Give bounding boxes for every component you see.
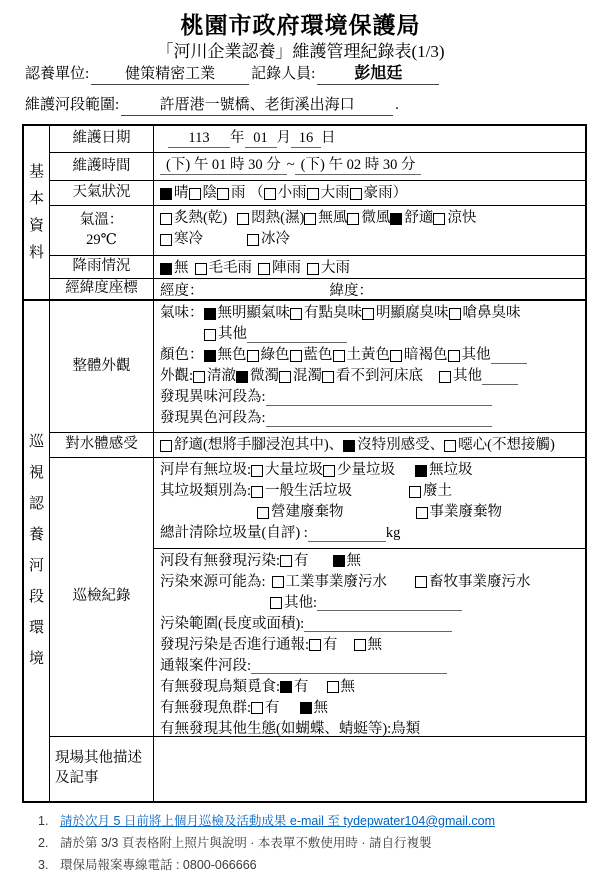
section-label-char: 境 [28, 651, 44, 667]
row-label-text: 維護時間 [72, 157, 131, 174]
content-line [160, 593, 583, 614]
form-text: 記錄人員: [251, 66, 316, 82]
form-text: 日 [321, 130, 336, 146]
content-line [160, 229, 583, 250]
row-label [50, 126, 154, 152]
form-text: 冰冷 [261, 231, 290, 247]
section-label-char: 資 [28, 217, 44, 234]
section-label-char: 養 [28, 527, 44, 543]
checkbox-unchecked-icon[interactable] [270, 597, 282, 609]
checkbox-unchecked-icon[interactable] [327, 681, 339, 693]
section-label-char: 料 [28, 244, 44, 261]
spacer [352, 491, 409, 492]
checkbox-unchecked-icon[interactable] [247, 234, 259, 246]
form-text: 河段有無發現污染: [160, 552, 281, 569]
form-text: 認養單位: [25, 66, 90, 82]
fill-in-field[interactable] [373, 284, 485, 300]
content-line [160, 502, 583, 523]
form-text: 有無發現其他生態(如蝴蝶、蜻蜓等):鳥類 [160, 720, 421, 736]
spacer [423, 376, 439, 377]
form-text: 營建廢棄物 [271, 504, 344, 520]
fill-in-field[interactable] [317, 595, 462, 611]
checkbox-unchecked-icon[interactable] [247, 350, 259, 362]
section-label-char: 認 [28, 496, 44, 512]
spacer [338, 645, 354, 646]
spacer [160, 334, 204, 335]
row-content [154, 153, 585, 180]
row-label [50, 206, 154, 255]
row-label-text: 天氣狀況 [72, 184, 131, 201]
row-content [154, 458, 585, 736]
content-block [154, 153, 585, 180]
content-block [154, 181, 585, 205]
spacer [395, 470, 415, 471]
row-content [154, 737, 585, 801]
content-line [160, 614, 583, 635]
checkbox-unchecked-icon[interactable] [449, 308, 461, 320]
form-text: 陰 [202, 185, 217, 201]
form-text: 污染來源可能為: [160, 573, 266, 590]
section-label-char: 視 [28, 465, 44, 481]
spacer [316, 291, 330, 292]
row-content [154, 279, 585, 299]
form-text: 有無發現魚群: [160, 699, 252, 716]
checkbox-unchecked-icon[interactable] [307, 188, 319, 200]
section-label-char: 基 [28, 163, 44, 180]
checkbox-checked-icon[interactable] [204, 308, 216, 320]
form-text: 明顯腐臭味 [376, 305, 449, 321]
content-line [160, 366, 583, 387]
checkbox-unchecked-icon[interactable] [251, 702, 263, 714]
form-text: 沒特別感受、 [357, 437, 445, 453]
table-row [50, 736, 585, 801]
fill-in-field[interactable] [304, 616, 452, 632]
section-label-vertical [24, 301, 50, 801]
form-text: 有 [294, 552, 309, 569]
fill-in-field[interactable] [482, 369, 518, 385]
checkbox-unchecked-icon[interactable] [439, 371, 451, 383]
checkbox-unchecked-icon[interactable] [333, 350, 345, 362]
row-label [50, 181, 154, 205]
checkbox-unchecked-icon[interactable] [195, 263, 207, 275]
content-line [160, 677, 583, 698]
row-label [50, 301, 154, 432]
fill-in-field[interactable]: 彭旭廷 [317, 64, 439, 85]
form-text: 看不到河床底 [336, 368, 424, 384]
checkbox-checked-icon[interactable] [300, 702, 312, 714]
checkbox-unchecked-icon[interactable] [304, 213, 316, 225]
form-text: kg [385, 525, 401, 541]
form-text: 總計清除垃圾量(自評) : [160, 525, 308, 541]
form-text: 無明顯氣味 [217, 305, 290, 321]
content-line [160, 551, 583, 572]
fill-in-field[interactable] [266, 390, 492, 406]
fill-in-field[interactable]: (下) 午 01 時 30 分 [160, 156, 287, 175]
row-content [154, 126, 585, 152]
table-row [50, 301, 585, 432]
checkbox-unchecked-icon[interactable] [251, 486, 263, 498]
content-line [160, 155, 583, 176]
checkbox-unchecked-icon[interactable] [160, 440, 172, 452]
fill-in-field[interactable]: (下) 午 02 時 30 分 [295, 156, 422, 175]
row-label [50, 433, 154, 457]
content-block [154, 256, 585, 278]
content-line [160, 303, 583, 324]
checkbox-unchecked-icon[interactable] [415, 576, 427, 588]
footnote-number: 3. [38, 858, 49, 872]
form-text: 其他 [461, 347, 491, 363]
footnotes [38, 813, 583, 879]
fill-in-field[interactable] [251, 658, 447, 674]
footnote-email-link[interactable]: 請於次月 5 日前將上個月巡檢及活動成果 e-mail 至 tydepwater104@gmail.com [60, 814, 495, 828]
form-text: 畜牧事業廢污水 [429, 573, 531, 590]
fill-in-field[interactable]: 16 [291, 129, 321, 148]
form-text: 有點臭味 [304, 305, 362, 321]
form-text: 大雨 [320, 185, 350, 201]
table-row [50, 457, 585, 736]
form-text: 無 [367, 636, 383, 653]
form-text: 無 [346, 552, 362, 569]
table-row [50, 278, 585, 299]
checkbox-checked-icon[interactable] [236, 371, 248, 383]
header-field-line-1 [25, 64, 441, 85]
form-text: 發現異味河段為: [160, 389, 266, 405]
row-label-text: 對水體感受 [65, 436, 138, 453]
section-label-char: 環 [28, 620, 44, 636]
form-text: 悶熱(濕) [251, 210, 305, 226]
checkbox-unchecked-icon[interactable] [290, 308, 302, 320]
form-text: 事業廢棄物 [429, 504, 502, 520]
spacer [160, 512, 257, 513]
form-text: 無 [174, 260, 189, 276]
spacer [203, 239, 247, 240]
row-label-text-2: 29℃ [86, 231, 117, 248]
content-block [154, 737, 585, 801]
form-text: 豪雨） [363, 185, 408, 201]
form-text: 河岸有無垃圾: [160, 462, 252, 478]
content-line [160, 635, 583, 656]
row-label [50, 153, 154, 180]
form-text: 少量垃圾 [337, 462, 396, 478]
spacer [387, 582, 415, 583]
spacer [160, 138, 168, 139]
table-row [50, 152, 585, 180]
form-text: 暗褐色 [404, 347, 448, 363]
checkbox-unchecked-icon[interactable] [350, 188, 362, 200]
fill-in-field[interactable] [247, 327, 347, 343]
header-field-line-2 [25, 95, 399, 116]
checkbox-checked-icon[interactable] [280, 681, 292, 693]
form-text: 藍色 [303, 347, 333, 363]
row-label-text: 巡檢紀錄 [72, 588, 131, 605]
form-text: 工業事業廢污水 [285, 573, 388, 590]
section-label-char: 段 [28, 589, 44, 605]
form-text: 微濁 [250, 368, 280, 384]
footnote-number: 1. [38, 814, 49, 828]
checkbox-unchecked-icon[interactable] [362, 308, 374, 320]
checkbox-unchecked-icon[interactable] [160, 213, 172, 225]
form-text: 無色 [217, 347, 247, 363]
checkbox-unchecked-icon[interactable] [354, 639, 366, 651]
content-block [154, 279, 585, 299]
footnote-text: 環保局報案專線電話 : 0800-066666 [60, 858, 257, 872]
form-text: 混濁 [293, 368, 323, 384]
form-text: 有 [294, 678, 309, 695]
form-text: 有 [265, 699, 280, 716]
table-row [50, 432, 585, 457]
form-text: 通報案件河段: [160, 657, 252, 674]
content-line [160, 572, 583, 593]
table-row [50, 205, 585, 255]
form-text: 一般生活垃圾 [265, 483, 353, 499]
checkbox-unchecked-icon[interactable] [160, 234, 172, 246]
form-text: 舒適 [404, 210, 434, 226]
form-text: 經度： [160, 283, 204, 299]
content-line [160, 345, 583, 366]
form-text: 晴 [174, 185, 189, 201]
form-text: 大雨 [321, 260, 350, 276]
row-label [50, 279, 154, 299]
form-text: 無 [340, 678, 356, 695]
page-subtitle: 「河川企業認養」維護管理紀錄表(1/3) [156, 42, 445, 61]
form-text: 大量垃圾 [265, 462, 324, 478]
checkbox-unchecked-icon[interactable] [307, 263, 319, 275]
form-text: 月 [276, 130, 291, 146]
content-line [160, 698, 583, 719]
checkbox-unchecked-icon[interactable] [347, 213, 359, 225]
footnote-item [38, 857, 583, 873]
row-label [50, 458, 154, 736]
row-label-text: 氣溫： [79, 211, 124, 228]
form-text: 有 [323, 636, 338, 653]
form-text: ~ [286, 157, 295, 173]
checkbox-unchecked-icon[interactable] [323, 465, 335, 477]
form-text: 舒適(想將手腳浸泡其中)、 [174, 437, 344, 453]
fill-in-field[interactable]: 健策精密工業 [91, 64, 249, 85]
content-line [160, 258, 583, 278]
content-block [154, 206, 585, 255]
checkbox-unchecked-icon[interactable] [204, 329, 216, 341]
fill-in-field[interactable] [308, 526, 386, 542]
row-label-text: 經緯度座標 [65, 280, 138, 297]
checkbox-checked-icon[interactable] [160, 188, 172, 200]
checkbox-unchecked-icon[interactable] [272, 576, 284, 588]
form-text: 清澈 [207, 368, 237, 384]
form-text: 噁心(不想接觸) [458, 437, 555, 453]
form-text: 其他 [218, 326, 247, 342]
content-line [160, 281, 583, 299]
checkbox-unchecked-icon[interactable] [309, 639, 321, 651]
spacer [309, 561, 333, 562]
checkbox-checked-icon[interactable] [160, 263, 172, 275]
form-text: 氣味： [160, 305, 204, 321]
form-table [22, 124, 587, 803]
form-text: 發現污染是否進行通報: [160, 636, 310, 653]
checkbox-unchecked-icon[interactable] [280, 555, 292, 567]
checkbox-unchecked-icon[interactable] [217, 188, 229, 200]
form-text: 微風 [361, 210, 391, 226]
checkbox-unchecked-icon[interactable] [257, 507, 269, 519]
form-text: 毛毛雨 [208, 260, 252, 276]
section-label-char: 河 [28, 558, 44, 574]
table-row [50, 126, 585, 152]
content-line [160, 324, 583, 345]
footnote-item [38, 813, 583, 829]
row-label-text: 降雨情況 [72, 258, 131, 275]
page-title: 桃園市政府環境保護局 [180, 13, 421, 38]
form-text: 炙熱(乾) [174, 210, 228, 226]
spacer [344, 512, 416, 513]
content-block [154, 433, 585, 457]
checkbox-unchecked-icon[interactable] [390, 350, 402, 362]
form-text: 無 [313, 699, 329, 716]
form-text: 其他 [453, 368, 483, 384]
form-text: 污染範圍(長度或面積): [160, 615, 305, 632]
content-line [160, 128, 583, 149]
content-line [160, 656, 583, 677]
table-row [50, 255, 585, 278]
content-line [160, 183, 583, 204]
checkbox-unchecked-icon[interactable] [258, 263, 270, 275]
fill-in-field[interactable]: 01 [245, 129, 277, 148]
checkbox-unchecked-icon[interactable] [409, 486, 421, 498]
checkbox-checked-icon[interactable] [343, 440, 355, 452]
content-line [160, 523, 583, 544]
checkbox-unchecked-icon[interactable] [193, 371, 205, 383]
form-text: 涼快 [447, 210, 477, 226]
form-text: . [395, 97, 399, 113]
checkbox-unchecked-icon[interactable] [290, 350, 302, 362]
content-line [160, 481, 583, 502]
form-text: 嗆鼻臭味 [462, 305, 521, 321]
spacer [309, 687, 327, 688]
section-label-char: 巡 [28, 434, 44, 450]
footnote-text: 請於第 3/3 頁表格附上照片與說明 · 本表單不敷使用時 · 請自行複製 [60, 836, 432, 850]
row-label [50, 737, 154, 801]
section-label-char: 本 [28, 190, 44, 207]
checkbox-checked-icon[interactable] [204, 350, 216, 362]
form-text: 年 [230, 130, 245, 146]
content-line [160, 208, 583, 229]
form-text: 緯度： [329, 283, 373, 299]
fill-in-field[interactable] [491, 348, 527, 364]
checkbox-unchecked-icon[interactable] [264, 188, 276, 200]
row-label-text: 現場其他描述及記事 [55, 750, 142, 786]
spacer [227, 218, 237, 219]
spacer [280, 708, 300, 709]
form-text: 小雨 [277, 185, 307, 201]
fill-in-field[interactable] [204, 284, 316, 300]
row-content [154, 181, 585, 205]
row-label [50, 256, 154, 278]
row-label-text: 維護日期 [72, 130, 131, 147]
content-line [160, 435, 583, 456]
checkbox-unchecked-icon[interactable] [416, 507, 428, 519]
checkbox-checked-icon[interactable] [333, 555, 345, 567]
row-label-text: 整體外觀 [72, 357, 131, 374]
form-text: 其垃圾類別為: [160, 483, 252, 499]
content-line [160, 719, 583, 736]
content-block [154, 548, 585, 736]
footnote-number: 2. [38, 836, 49, 850]
form-text: 綠色 [260, 347, 290, 363]
form-text: 維護河段範圍: [25, 97, 120, 113]
section-label-vertical [24, 126, 50, 299]
content-line [160, 408, 583, 429]
content-line [160, 460, 583, 481]
checkbox-unchecked-icon[interactable] [251, 465, 263, 477]
row-content [154, 301, 585, 432]
content-block [154, 126, 585, 152]
form-text: 外觀: [160, 368, 194, 384]
table-row [50, 180, 585, 205]
form-text: 顏色： [160, 347, 204, 363]
fill-in-field[interactable]: 113 [168, 129, 230, 148]
table-group [24, 126, 585, 299]
spacer [160, 603, 270, 604]
row-content [154, 206, 585, 255]
form-text: 雨 （ [231, 185, 264, 201]
content-line [160, 387, 583, 408]
form-text: 土黃色 [346, 347, 390, 363]
fill-in-field[interactable] [266, 411, 492, 427]
checkbox-unchecked-icon[interactable] [189, 188, 201, 200]
form-text: 發現異色河段為: [160, 410, 266, 426]
form-text: 無垃圾 [429, 462, 473, 478]
checkbox-unchecked-icon[interactable] [237, 213, 249, 225]
checkbox-unchecked-icon[interactable] [444, 440, 456, 452]
checkbox-unchecked-icon[interactable] [279, 371, 291, 383]
form-text: 廢土 [423, 483, 453, 499]
form-text: 其他: [284, 594, 318, 611]
form-text: 陣雨 [272, 260, 301, 276]
checkbox-checked-icon[interactable] [415, 465, 427, 477]
checkbox-unchecked-icon[interactable] [322, 371, 334, 383]
content-block [154, 458, 585, 548]
checkbox-unchecked-icon[interactable] [433, 213, 445, 225]
table-group [24, 299, 585, 801]
fill-in-field[interactable]: 許厝港一號橋、老街溪出海口 [121, 95, 393, 116]
row-content [154, 433, 585, 457]
form-text: 寒冷 [174, 231, 203, 247]
checkbox-unchecked-icon[interactable] [448, 350, 460, 362]
form-text: 有無發現鳥類覓食: [160, 678, 281, 695]
footnote-item [38, 835, 583, 851]
row-content [154, 256, 585, 278]
content-block [154, 301, 585, 432]
checkbox-checked-icon[interactable] [390, 213, 402, 225]
form-text: 無風 [318, 210, 348, 226]
